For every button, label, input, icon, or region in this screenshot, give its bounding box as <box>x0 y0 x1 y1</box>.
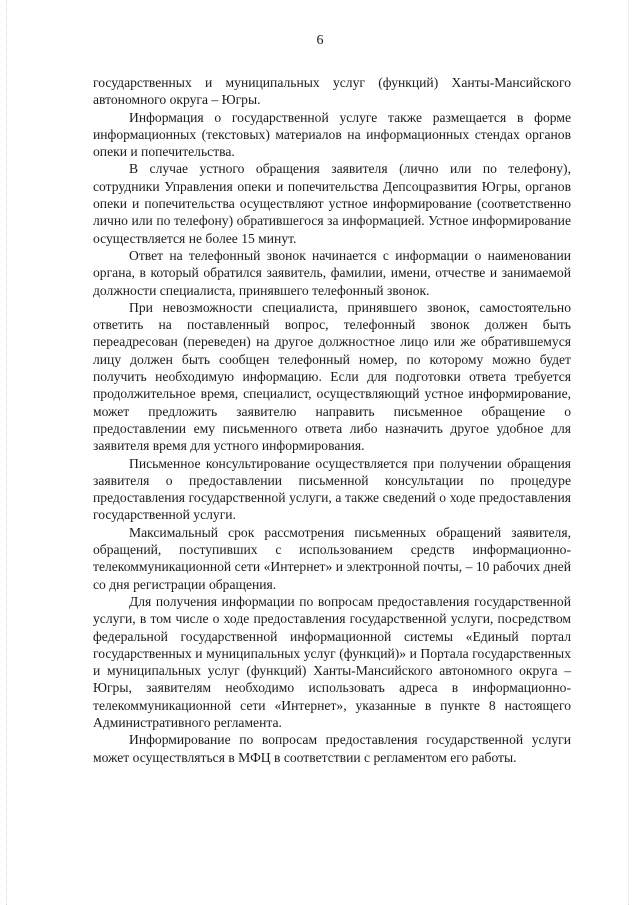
scan-edge-right <box>628 0 630 905</box>
paragraph-continuation: государственных и муниципальных услуг (функций) Ханты-Мансийского автономного округа – Югры. <box>93 75 571 108</box>
paragraph-call-redirect: При невозможности специалиста, принявшего звонок, самостоятельно ответить на поставленный вопрос, телефонный звонок должен быть переадресован (переведен) на другое должностное лицо или же обратившемуся лицу должен быть сообщен телефонный номер, по которому можно будет получить необходимую информацию. Если для подготовки ответа требуется продолжительное время, специалист, осуществляющий устное информирование, может предложить заявителю направить письменное обращение о предоставлении ему письменного ответа либо назначить другое удобное для заявителя время для устного информирования. <box>93 299 571 454</box>
scan-edge-left <box>6 0 8 905</box>
paragraph-info-stands: Информация о государственной услуге также размещается в форме информационных (текстовых) материалов на информационных стендах органов опеки и попечительства. <box>93 109 571 160</box>
paragraph-max-review-time: Максимальный срок рассмотрения письменных обращений заявителя, обращений, поступивших с использованием средств информационно-телекоммуникационной сети «Интернет» и электронной почты, – 10 рабочих дней со дня регистрации обращения. <box>93 524 571 592</box>
paragraph-phone-answer: Ответ на телефонный звонок начинается с информации о наименовании органа, в который обратился заявитель, фамилии, имени, отчестве и занимаемой должности специалиста, принявшего телефонный звонок. <box>93 247 571 298</box>
document-body <box>93 74 571 766</box>
paragraph-oral-inquiry: В случае устного обращения заявителя (лично или по телефону), сотрудники Управления опеки и попечительства Депсоцразвития Югры, органов опеки и попечительства осуществляют устное информирование (соответственно лично или по телефону) обратившегося за информацией. Устное информирование осуществляется не более 15 минут. <box>93 161 571 246</box>
page-number: 6 <box>316 33 324 48</box>
paragraph-written-consultation: Письменное консультирование осуществляется при получении обращения заявителя о предоставлении письменной консультации по процедуре предоставления государственной услуги, а также сведений о ходе предоставления государственной услуги. <box>93 455 571 523</box>
paragraph-portal-info: Для получения информации по вопросам предоставления государственной услуги, в том числе о ходе предоставления государственной услуги, посредством федеральной государственной информационной системы «Единый портал государственных и муниципальных услуг (функций)» и Портала государственных и муниципальных услуг (функций) Ханты-Мансийского автономного округа – Югры, заявителям необходимо использовать адреса в информационно-телекоммуникационной сети «Интернет», указанные в пункте 8 настоящего Административного регламента. <box>93 593 571 730</box>
paragraph-mfc-info: Информирование по вопросам предоставления государственной услуги может осуществляться в МФЦ в соответствии с регламентом его работы. <box>93 732 571 765</box>
